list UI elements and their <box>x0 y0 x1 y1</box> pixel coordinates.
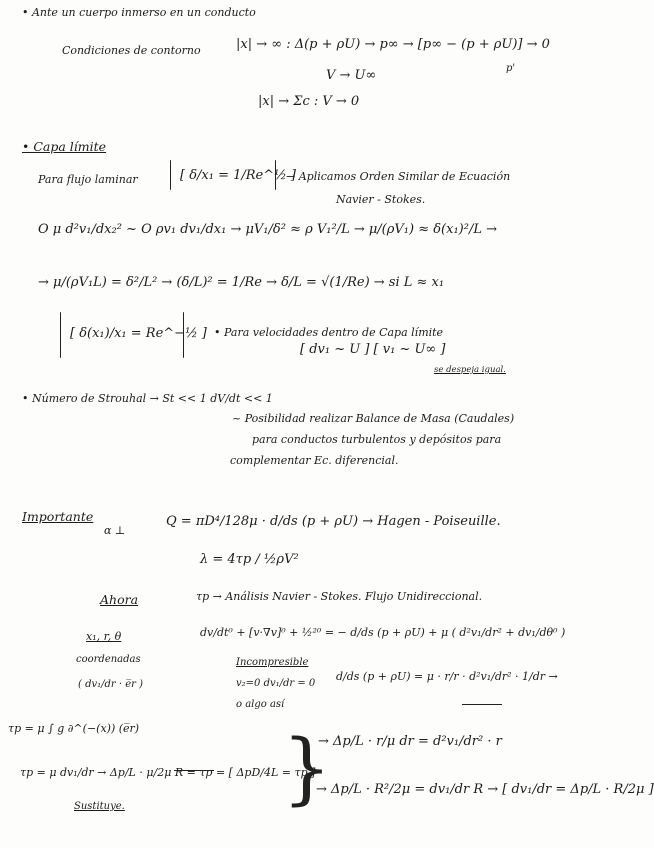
proportional-symbol: α ⊥ <box>104 524 126 537</box>
friction-factor-eq: λ = 4τp / ½ρV² <box>200 552 299 567</box>
navier-stokes-radial-eq: dv/dt⁰ + [v·∇v]⁰ + ½²⁰ = − d/ds (p + ρU) + μ ( d²v₁/dr² + dv₁/dθ⁰ ) <box>200 626 566 639</box>
reynolds-derivation-eq: → μ/(ρV₁L) = δ²/L² → (δ/L)² = 1/Re → δ/L = √(1/Re) → si L ≈ x₁ <box>38 275 445 290</box>
order-analysis-eq: O μ d²v₁/dx₂² ~ O ρv₁ dv₁/dx₁ → μV₁/δ² ≈ ρ V₁²/L → μ/(ρV₁) ≈ δ(x₁)²/L → <box>38 222 497 237</box>
algo-asi-note: o algo así <box>236 699 285 710</box>
fraction-rule <box>174 770 214 771</box>
laminar-flow-label: Para flujo laminar <box>38 173 138 186</box>
radial-gradient-term: ( dv₁/dr · e̅r ) <box>78 679 144 690</box>
velocity-infinity-eq: V → U∞ <box>326 68 377 83</box>
velocity-inside-note: • Para velocidades dentro de Capa límite <box>214 326 444 339</box>
delta-x1-eq: [ δ(x₁)/x₁ = Re^−½ ] <box>70 326 207 341</box>
section-ahora: Ahora <box>100 592 139 607</box>
section-capa-limite: • Capa límite <box>22 139 107 154</box>
velocity-scaling-eq: [ dv₁ ~ U ] [ v₁ ~ U∞ ] <box>300 342 446 357</box>
despeja-note: se despeja igual. <box>434 365 506 375</box>
section-importante: Importante <box>22 509 94 524</box>
coordinates-vars: x₁, r, θ <box>86 630 122 643</box>
shear-stress-eq: τp = μ dv₁/dr → Δp/L · μ/2μ R = τp = [ ΔpD/4L = τp ] <box>20 766 316 779</box>
boundary-eq-infinity: |x| → ∞ : Δ(p + ρU) → p∞ → [p∞ − (p + ρU)] → 0 <box>236 37 550 52</box>
order-similar-note: → Aplicamos Orden Similar de Ecuación <box>286 170 511 183</box>
shear-analysis-line: τp → Análisis Navier - Stokes. Flujo Unidireccional. <box>196 590 483 603</box>
velocity-gradient-result-eq: → Δp/L · R²/2μ = dv₁/dr R → [ dv₁/dr = Δp/L · R/2μ ] <box>316 782 654 797</box>
coordinates-label: coordenadas <box>76 654 141 665</box>
pressure-gradient-eq: d/ds (p + ρU) = μ · r/r · d²v₁/dr² · 1/dr → <box>336 670 558 683</box>
complement-line: complementar Ec. diferencial. <box>230 454 399 467</box>
incompressible-eq: v₂=0 dv₁/dr = 0 <box>236 678 316 689</box>
strouhal-line: • Número de Strouhal → St << 1 dV/dt << 1 <box>22 392 273 405</box>
navier-stokes-label: Navier - Stokes. <box>336 193 426 206</box>
delta-ratio-eq: [ δ/x₁ = 1/Re^½ ] <box>180 168 296 183</box>
curly-brace: } <box>282 724 332 814</box>
sustituye-note: Sustituye. <box>74 801 125 812</box>
turbulent-conduits-line: para conductos turbulentos y depósitos para <box>252 433 502 446</box>
integration-step-eq: → Δp/L · r/μ dr = d²v₁/dr² · r <box>318 734 502 749</box>
mass-balance-line: ~ Posibilidad realizar Balance de Masa (Caudales) <box>232 412 515 425</box>
p-prime-label: p' <box>506 63 516 74</box>
boundary-conditions-label: Condiciones de contorno <box>62 44 201 57</box>
incompressible-label: Incompresible <box>236 657 309 668</box>
intro-line: • Ante un cuerpo inmerso en un conducto <box>22 6 256 19</box>
hagen-poiseuille-eq: Q = πD⁴/128μ · d/ds (p + ρU) → Hagen - Poiseuille. <box>166 514 501 529</box>
shear-integral-eq: τp = μ ∫ g ∂^(−(x)) (e̅r) <box>8 722 140 735</box>
fraction-rule-2 <box>462 704 502 705</box>
boundary-eq-surface: |x| → Σc : V → 0 <box>258 94 360 109</box>
